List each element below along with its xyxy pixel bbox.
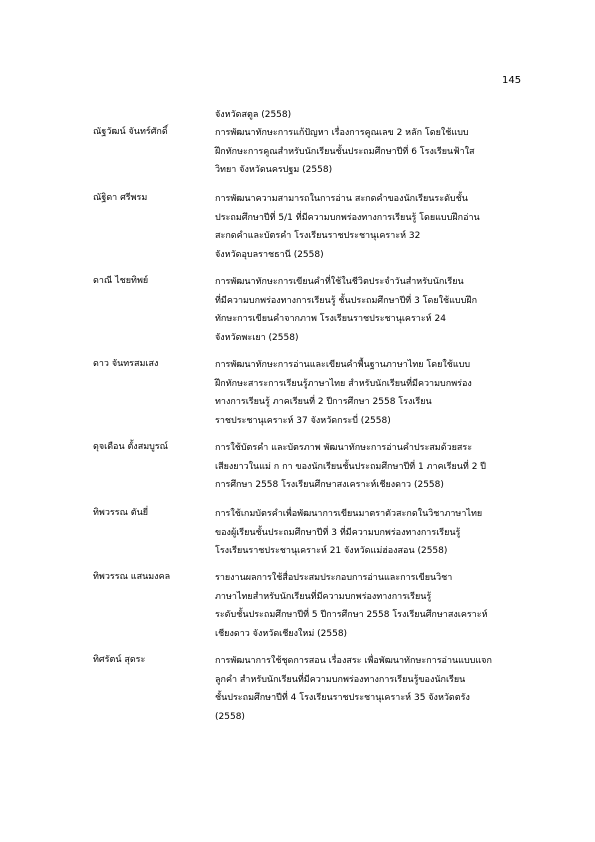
reference-line: จังหวัดพะเยา (2558): [215, 332, 299, 343]
reference-line: การพัฒนาทักษะการเขียนคำที่ใช้ในชีวิตประจำวันสำหรับนักเรียน: [215, 277, 464, 287]
reference-line: การพัฒนาทักษะการแก้ปัญหา เรื่องการคูณเลข 2 หลัก โดยใช้แบบ: [215, 128, 469, 138]
reference-line: จังหวัดอุบลราชธานี (2558): [215, 249, 324, 260]
reference-line: รายงานผลการใช้สื่อประสมประกอบการอ่านและการเขียนวิชา: [215, 573, 453, 583]
reference-line: ลูกคำ สำหรับนักเรียนที่มีความบกพร่องทางการเรียนรู้ของนักเรียน: [215, 674, 466, 685]
reference-line: ของผู้เรียนชั้นประถมศึกษาปีที่ 3 ที่มีความบกพร่องทางการเรียนรู้: [215, 527, 461, 538]
reference-line: ระดับชั้นประถมศึกษาปีที่ 5 ปีการศึกษา 2558 โรงเรียนศึกษาสงเคราะห์: [215, 610, 488, 621]
reference-line: เชียงดาว จังหวัดเชียงใหม่ (2558): [215, 628, 348, 639]
reference-line: การพัฒนาทักษะการอ่านและเขียนคำพื้นฐานภาษาไทย โดยใช้แบบ: [215, 360, 471, 370]
reference-line: (2558): [215, 711, 245, 722]
reference-author: ณัฐิดา ศรีพรม: [93, 193, 148, 203]
reference-line: ทางการเรียนรู้ ภาคเรียนที่ 2 ปีการศึกษา 2558 โรงเรียน: [215, 397, 432, 408]
reference-line: โรงเรียนราชประชานุเคราะห์ 21 จังหวัดแม่ฮ่องสอน (2558): [215, 546, 448, 557]
reference-line: สะกดคำและบัตรคำ โรงเรียนราชประชานุเคราะห์ 32: [215, 231, 421, 242]
reference-line: การใช้เกมบัตรคำเพื่อพัฒนาการเขียนมาตราตัวสะกดในวิชาภาษาไทย: [215, 509, 483, 519]
reference-line: การพัฒนาความสามารถในการอ่าน สะกดคำของนักเรียนระดับชั้น: [215, 194, 468, 204]
reference-line: ทักษะการเขียนคำจากภาพ โรงเรียนราชประชานุเคราะห์ 24: [215, 314, 446, 325]
reference-line: จังหวัดสตูล (2558): [215, 110, 292, 120]
reference-line: ชั้นประถมศึกษาปีที่ 4 โรงเรียนราชประชานุเคราะห์ 35 จังหวัดตรัง: [215, 693, 470, 704]
reference-line: การใช้บัตรคำ และบัตรภาพ พัฒนาทักษะการอ่านคำประสมด้วยสระ: [215, 443, 473, 453]
reference-line: ที่มีความบกพร่องทางการเรียนรู้ ชั้นประถมศึกษาปีที่ 3 โดยใช้แบบฝึก: [215, 295, 478, 306]
reference-author: ดาว จันทรสมเสง: [93, 359, 159, 369]
reference-line: ประถมศึกษาปีที่ 5/1 ที่มีความบกพร่องทางการเรียนรู้ โดยแบบฝึกอ่าน: [215, 212, 480, 223]
reference-line: วิทยา จังหวัดนครปฐม (2558): [215, 165, 333, 176]
reference-author: ทิพวรรณ แสนมงคล: [93, 572, 171, 582]
reference-author: ดาณี ไชยทิพย์: [93, 276, 149, 286]
reference-author: ดุจเดือน ตั้งสมบูรณ์: [93, 442, 169, 452]
reference-line: การพัฒนาการใช้ชุดการสอน เรื่องสระ เพื่อพัฒนาทักษะการอ่านแบบแจก: [215, 656, 492, 666]
reference-author: ณัฐวัฒน์ จันทร์ศักดิ์: [93, 127, 168, 137]
reference-line: เสียงยาวในแม่ ก กา ของนักเรียนชั้นประถมศึกษาปีที่ 1 ภาคเรียนที่ 2 ปี: [215, 461, 487, 472]
reference-line: ฝึกทักษะสาระการเรียนรู้ภาษาไทย สำหรับนักเรียนที่มีความบกพร่อง: [215, 378, 472, 389]
reference-line: ฝึกทักษะการคูณสำหรับนักเรียนชั้นประถมศึกษาปีที่ 6 โรงเรียนฟ้าใส: [215, 146, 475, 157]
page-number: 145: [502, 75, 522, 86]
reference-line: ราชประชานุเคราะห์ 37 จังหวัดกระบี่ (2558): [215, 415, 391, 426]
reference-author: ทิพวรรณ ตันยี่: [93, 508, 149, 518]
reference-line: ภาษาไทยสำหรับนักเรียนที่มีความบกพร่องทางการเรียนรู้: [215, 591, 432, 602]
reference-author: ทิศรัตน์ สุดระ: [93, 655, 146, 665]
reference-line: การศึกษา 2558 โรงเรียนศึกษาสงเคราะห์เชียงดาว (2558): [215, 480, 444, 491]
